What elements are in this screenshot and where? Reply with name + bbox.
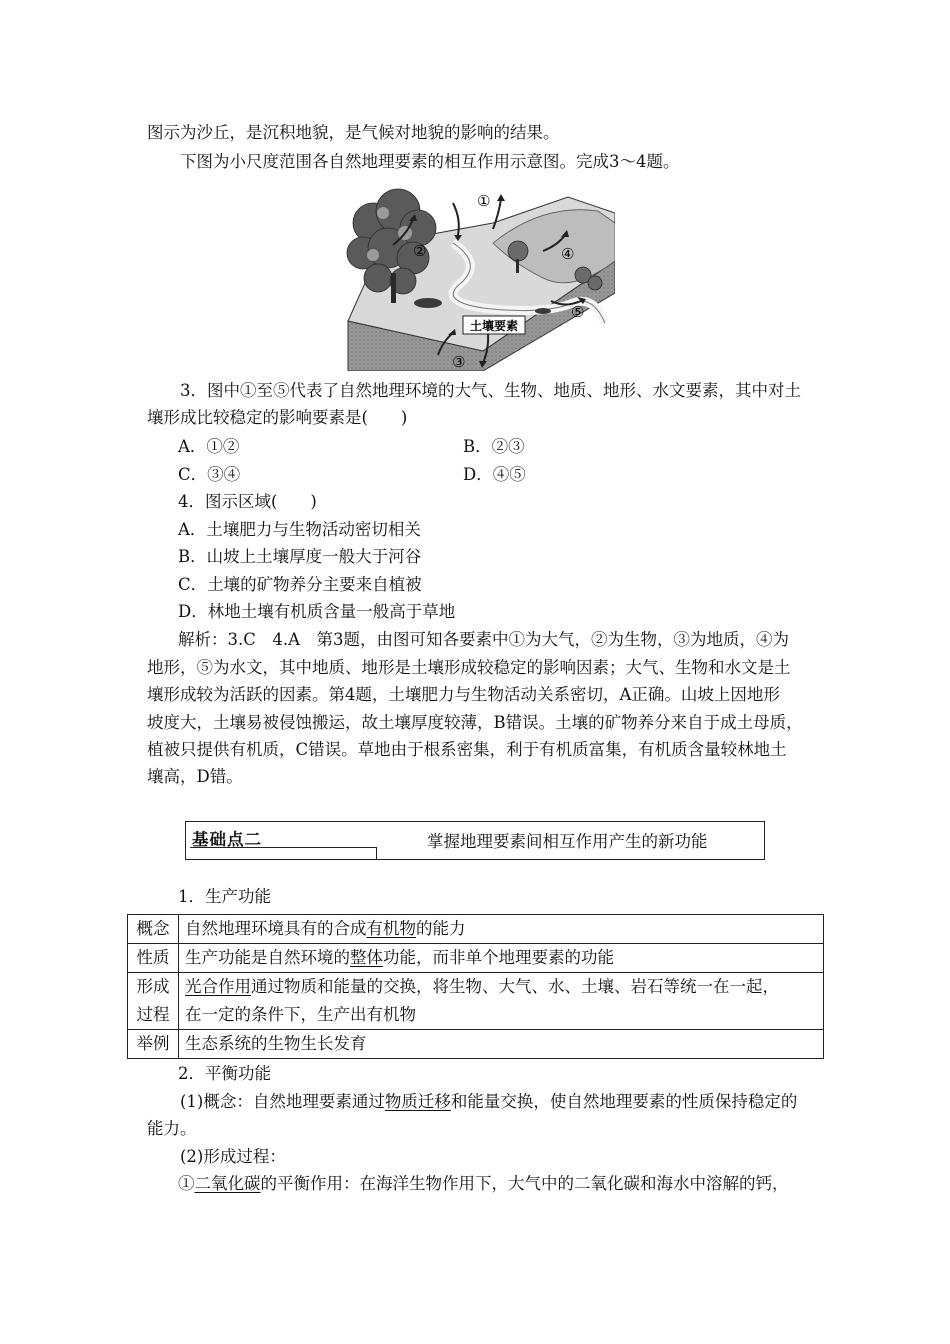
row-text: 在一定的条件下，生产出有机物: [185, 1005, 416, 1024]
q3-option-c: C．③④: [178, 465, 241, 484]
row-text: 功能，而非单个地理要素的功能: [383, 948, 614, 967]
q3-option-b: B．②③: [463, 437, 525, 456]
section2-heading: 2．平衡功能: [178, 1064, 271, 1083]
row-key: [128, 973, 179, 1030]
section-banner: [185, 821, 765, 860]
analysis-line-5: 植被只提供有机质，C错误。草地由于根系密集，利于有机质富集，有机质含量较林地土: [147, 740, 787, 759]
analysis-line-3: 壤形成较为活跃的因素。第4题，土壤肥力与生物活动关系密切，A正确。山坡上因地形: [147, 685, 780, 704]
table-row: [128, 944, 824, 973]
row-key-part: 过程: [136, 1005, 170, 1024]
row-keyword: 整体: [350, 948, 383, 967]
table-row: [128, 973, 824, 1030]
co2-text: 的平衡作用：在海洋生物作用下，大气中的二氧化碳和海水中溶解的钙，: [260, 1174, 789, 1193]
banner-label: 基础点二: [192, 830, 262, 849]
row-value: [179, 915, 824, 944]
marker-2: ②: [413, 242, 427, 260]
concept-text: (1)概念：自然地理要素通过: [180, 1092, 385, 1111]
row-text: 通过物质和能量的交换，将生物、大气、水、土壤、岩石等统一在一起，: [251, 977, 779, 996]
soil-factors-svg: [343, 183, 615, 371]
co2-keyword: 二氧化碳: [194, 1174, 261, 1193]
table-row: [128, 915, 824, 944]
table-row: [128, 1030, 824, 1059]
banner-rule: [190, 847, 376, 848]
row-key: 举例: [128, 1030, 179, 1059]
analysis-line-1: 解析：3.C 4.A 第3题，由图可知各要素中①为大气，②为生物，③为地质，④为: [178, 630, 790, 649]
row-keyword: 有机物: [366, 919, 416, 938]
marker-4: ④: [561, 245, 575, 263]
q4-option-a: A．土壤肥力与生物活动密切相关: [178, 520, 421, 539]
row-value: [179, 973, 824, 1030]
soil-label: 土壤要素: [469, 319, 519, 333]
marker-5: ⑤: [571, 303, 585, 321]
banner-title: 掌握地理要素间相互作用产生的新功能: [427, 832, 708, 851]
section2-process-heading: (2)形成过程：: [180, 1147, 286, 1166]
section2-co2-line: [178, 1174, 789, 1194]
analysis-line-6: 壤高，D错。: [147, 767, 243, 786]
row-key: 性质: [128, 944, 179, 973]
q4-option-b: B．山坡上土壤厚度一般大于河谷: [178, 547, 422, 566]
row-value: [179, 944, 824, 973]
row-key: 概念: [128, 915, 179, 944]
row-text: 生产功能是自然环境的: [185, 948, 350, 967]
section2-concept-line1: [180, 1092, 797, 1112]
lead-text: 下图为小尺度范围各自然地理要素的相互作用示意图。完成3～4题。: [180, 152, 680, 171]
soil-factors-diagram: [343, 183, 615, 371]
banner-divider: [376, 847, 377, 860]
marker-3: ③: [452, 353, 466, 371]
analysis-line-2: 地形，⑤为水文，其中地质、地形是土壤形成较稳定的影响因素；大气、生物和水文是土: [147, 658, 791, 677]
q4-option-c: C．土壤的矿物养分主要来自植被: [178, 575, 422, 594]
row-key-part: 形成: [136, 977, 170, 996]
row-text: 的能力: [416, 919, 466, 938]
row-text: 自然地理环境具有的合成: [185, 919, 367, 938]
q4-stem: 4．图示区域( ): [178, 492, 317, 511]
row-value: 生态系统的生物生长发育: [179, 1030, 824, 1059]
row-keyword: 光合作用: [185, 977, 251, 996]
concept-text: 和能量交换，使自然地理要素的性质保持稳定的: [450, 1092, 798, 1111]
q3-stem-line1: 3．图中①至⑤代表了自然地理环境的大气、生物、地质、地形、水文要素，其中对土: [180, 381, 801, 400]
q4-option-d: D．林地土壤有机质含量一般高于草地: [178, 602, 456, 621]
q3-stem-line2: 壤形成比较稳定的影响要素是( ): [147, 408, 408, 427]
section2-concept-line2: 能力。: [147, 1119, 197, 1138]
analysis-line-4: 坡度大，土壤易被侵蚀搬运，故土壤厚度较薄，B错误。土壤的矿物养分来自于成土母质，: [147, 713, 803, 732]
production-function-table: [127, 914, 824, 1059]
concept-keyword: 物质迁移: [384, 1092, 451, 1111]
q3-option-a: A．①②: [178, 437, 240, 456]
co2-number: ①: [178, 1174, 195, 1193]
marker-1: ①: [477, 192, 491, 210]
section1-heading: 1．生产功能: [178, 887, 271, 906]
q3-option-d: D．④⑤: [463, 465, 526, 484]
intro-text: 图示为沙丘，是沉积地貌，是气候对地貌的影响的结果。: [147, 123, 560, 142]
